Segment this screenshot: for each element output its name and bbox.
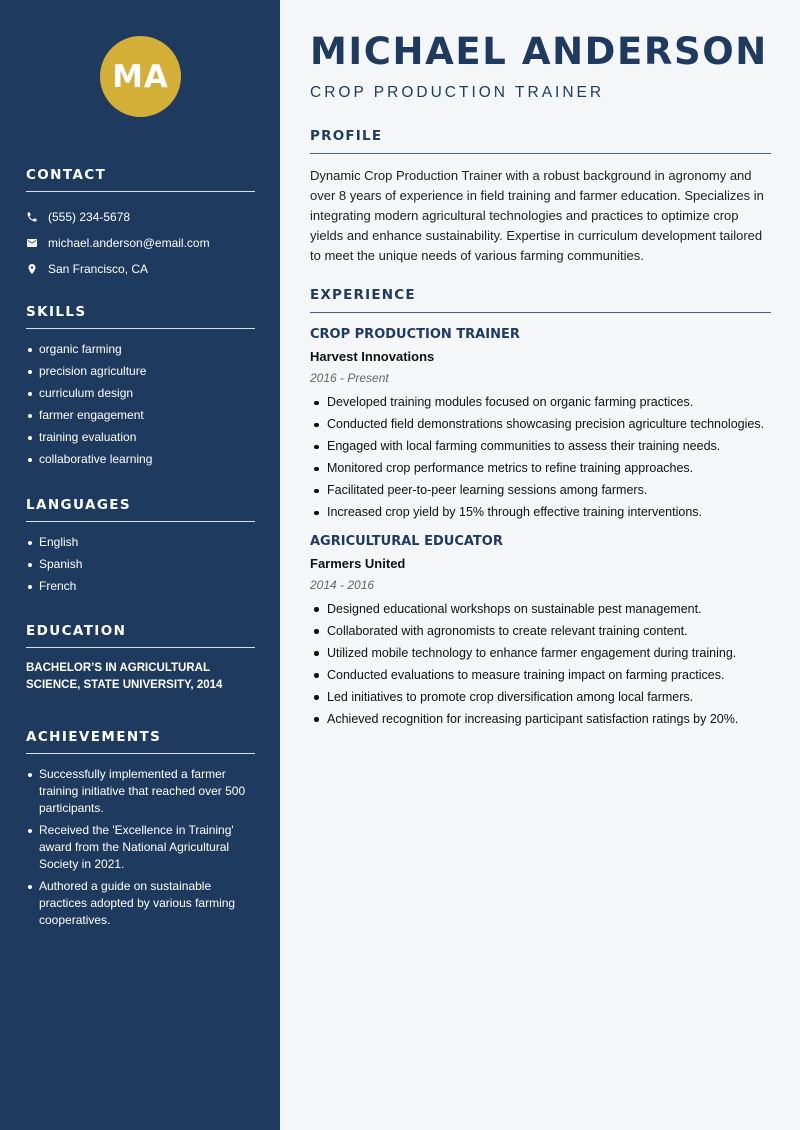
skills-heading: SKILLS	[26, 304, 255, 329]
profile-text: Dynamic Crop Production Trainer with a robust background in agronomy and over 8 years of experience in field training and farmer education. Specializes in integrating modern agricultural technologies and practices to optimize crop yields and enhance sustainability. Expertise in curriculum development tailored to meet the unique needs of various farming communities.	[310, 168, 764, 263]
contact-location	[26, 256, 255, 282]
job-bullet: Utilized mobile technology to enhance farmer engagement during training.	[310, 645, 771, 663]
job-bullets	[310, 394, 771, 522]
avatar: MA	[100, 36, 181, 117]
job-bullet: Designed educational workshops on sustainable pest management.	[310, 601, 771, 619]
job-company: Farmers United	[310, 555, 406, 571]
job-bullet: Developed training modules focused on organic farming practices.	[310, 394, 771, 412]
contact-section	[26, 167, 255, 282]
languages-section	[26, 497, 255, 600]
job-bullet: Increased crop yield by 15% through effective training interventions.	[310, 504, 771, 522]
skill-item: precision agriculture	[26, 363, 255, 380]
languages-list	[26, 534, 255, 595]
skill-item: farmer engagement	[26, 407, 255, 424]
skills-list	[26, 341, 255, 468]
skill-item: organic farming	[26, 341, 255, 358]
email-text: michael.anderson@email.com	[48, 236, 210, 250]
skill-item: curriculum design	[26, 385, 255, 402]
contact-heading: CONTACT	[26, 167, 255, 192]
job-bullet: Conducted evaluations to measure training impact on farming practices.	[310, 667, 771, 685]
education-heading: EDUCATION	[26, 623, 255, 648]
job-dates: 2016 - Present	[310, 371, 389, 385]
language-item: Spanish	[26, 556, 255, 573]
job-bullet: Conducted field demonstrations showcasing precision agriculture technologies.	[310, 416, 771, 434]
languages-heading: LANGUAGES	[26, 497, 255, 522]
achievement-item: Received the 'Excellence in Training' award from the National Agricultural Society in 2021.	[26, 822, 255, 873]
experience-section	[310, 287, 771, 733]
phone-icon	[26, 211, 38, 223]
skill-item: collaborative learning	[26, 451, 255, 468]
education-degree: BACHELOR’S IN AGRICULTURAL SCIENCE, STATE UNIVERSITY, 2014	[26, 662, 223, 691]
experience-heading: EXPERIENCE	[310, 287, 771, 313]
contact-email	[26, 230, 255, 256]
job-bullet: Achieved recognition for increasing participant satisfaction ratings by 20%.	[310, 711, 771, 729]
job-bullets	[310, 601, 771, 729]
phone-text: (555) 234-5678	[48, 210, 131, 224]
job-bullet: Engaged with local farming communities to assess their training needs.	[310, 438, 771, 456]
skill-item: training evaluation	[26, 429, 255, 446]
achievements-list	[26, 766, 255, 929]
language-item: French	[26, 578, 255, 595]
achievement-item: Authored a guide on sustainable practices adopted by various farming cooperatives.	[26, 878, 255, 929]
skills-section	[26, 304, 255, 473]
profile-section	[310, 128, 771, 266]
job-bullet: Monitored crop performance metrics to refine training approaches.	[310, 460, 771, 478]
job-bullet: Collaborated with agronomists to create relevant training content.	[310, 623, 771, 641]
job-dates: 2014 - 2016	[310, 577, 375, 592]
achievements-heading: ACHIEVEMENTS	[26, 729, 255, 754]
education-section	[26, 623, 255, 694]
achievements-section	[26, 729, 255, 934]
achievement-item: Successfully implemented a farmer training initiative that reached over 500 participants.	[26, 766, 255, 817]
job-entry	[310, 327, 771, 522]
language-item: English	[26, 534, 255, 551]
job-company: Harvest Innovations	[310, 349, 435, 364]
location-pin-icon	[26, 263, 38, 275]
candidate-name: MICHAEL ANDERSON	[310, 30, 768, 73]
job-title: CROP PRODUCTION TRAINER	[310, 327, 520, 342]
job-bullet: Led initiatives to promote crop diversification among local farmers.	[310, 689, 771, 707]
job-entry	[310, 534, 771, 729]
profile-heading: PROFILE	[310, 128, 771, 154]
job-bullet: Facilitated peer-to-peer learning sessions among farmers.	[310, 482, 771, 500]
contact-phone	[26, 204, 255, 230]
email-icon	[26, 237, 38, 249]
job-title: AGRICULTURAL EDUCATOR	[310, 533, 503, 549]
candidate-title: CROP PRODUCTION TRAINER	[310, 84, 605, 101]
sidebar	[0, 0, 280, 1130]
location-text: San Francisco, CA	[48, 262, 149, 276]
